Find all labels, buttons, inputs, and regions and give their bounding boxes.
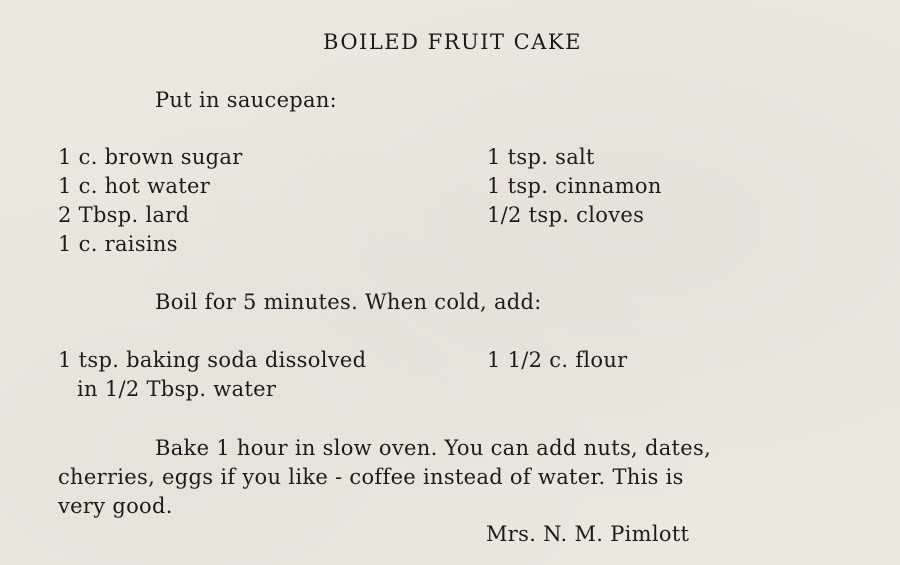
ingredient-baking-soda: 1 tsp. baking soda dissolved [58,348,367,372]
ingredient-brown-sugar: 1 c. brown sugar [58,145,243,169]
instructions-line-2: cherries, eggs if you like - coffee instead of water. This is [58,465,684,489]
ingredient-raisins: 1 c. raisins [58,232,178,256]
ingredient-lard: 2 Tbsp. lard [58,203,190,227]
ingredient-cloves: 1/2 tsp. cloves [487,203,645,227]
ingredient-flour: 1 1/2 c. flour [487,348,628,372]
recipe-title: BOILED FRUIT CAKE [323,30,582,54]
ingredient-cinnamon: 1 tsp. cinnamon [487,174,662,198]
ingredient-hot-water: 1 c. hot water [58,174,211,198]
instructions-line-1: Bake 1 hour in slow oven. You can add nuts, dates, [155,436,712,460]
recipe-author: Mrs. N. M. Pimlott [486,522,690,546]
intro-text: Put in saucepan: [155,88,338,112]
instructions-line-3: very good. [58,494,173,518]
ingredient-salt: 1 tsp. salt [487,145,595,169]
ingredient-baking-soda-note: in 1/2 Tbsp. water [77,377,277,401]
step-two-text: Boil for 5 minutes. When cold, add: [155,290,542,314]
